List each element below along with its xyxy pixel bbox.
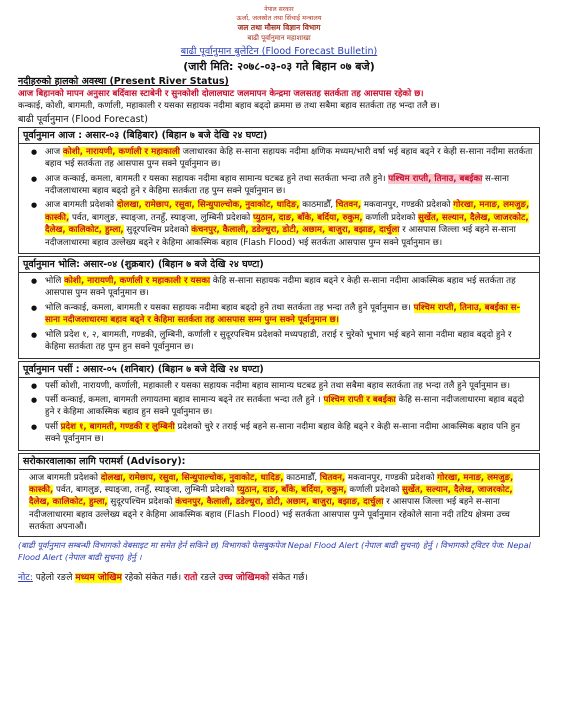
forecast-today-item: ● आज बागमती प्रदेशको दोलखा, रामेछाप, रसुवा, सिन्धुपाल्चोक, नुवाकोट, धादिङ, काठमाडौँ, चितवन, मकवानपुर, गण्डकी प्रदेशको गोरखा, मनाङ, लमजुङ, कास्की, पर्वत, बागलुङ, स्याङ्जा, तनहुँ, स्याङ्जा, लुम्बिनी प्रदेशको प्युठान, दाङ, बाँके, बर्दिया, रुकुम, कर्णाली प्रदेशको सुर्खेत, सल्यान, दैलेख, जाजरकोट, दैलेख, कालिकोट, हुम्ला, सुदूरपश्चिम प्रदेशको कंचनपुर, कैलाली, डडेल्धुरा, डोटी, अछाम, बाजुरा, बझाङ, दार्चुला र आसपास जिल्ला भई बहने स-साना नदीजलाधारमा बहाव उल्लेख्य बढ्ने र केहिमा आकस्मिक बहाव (Flash Flood) भई सतर्कता आसपास पुग्न सक्ने पूर्वानुमान छ। <box>45 199 535 249</box>
letterhead <box>18 6 540 75</box>
issue-date: (जारी मिति: २०७८-०३-०३ गते बिहान ०७ बजे) <box>183 60 375 73</box>
high-risk-label: उच्च जोखिमको <box>218 572 270 583</box>
forecast-tomorrow-item: ● भोलि कन्काई, कमला, बागमती र यसका सहायक नदीमा बहाव बढ्दो हुने तथा सतर्कता तह भन्दा तलै हुने पूर्वानुमान छ। पश्चिम राप्ती, तिनाउ, बबईका स-साना नदीजलाधारमा बहाव बढ्ने र केहिमा सतर्कता तह आसपास सम्म पुग्न सक्ने पूर्वानुमान छ। <box>45 302 535 327</box>
forecast-today-box <box>18 127 540 254</box>
forecast-today-item: ● आज कन्काई, कमला, बागमती र यसका सहायक नदीमा बहाव सामान्य घटबढ हुने तथा सतर्कता भन्दा तलै हुने। पश्चिम राप्ती, तिनाउ, बबईका स-साना नदीजलाधारमा बहाव बढ्दो हुने र केहिमा सतर्कता तह पुग्न सक्ने पूर्वानुमान छ। <box>45 173 535 198</box>
forecast-today-title: पूर्वानुमान आज : असार-०३ (बिहिबार) (बिहान ७ बजे देखि २४ घण्टा) <box>19 128 539 144</box>
river-status-heading: नदीहरुको हालको अवस्था (Present River Status) <box>18 76 229 87</box>
river-status-text: कन्काई, कोशी, बागमती, कर्णाली, महाकाली र यसका सहायक नदीमा बहाव बढ्दो क्रममा छ तथा सबैमा बहाव सतर्कता तह भन्दा तलै छ। <box>18 101 440 112</box>
forecast-tomorrow-item: ● भोलि प्रदेश १, २, बागमती, गण्डकी, लुम्बिनी, कर्णाली र सुदूरपश्चिम प्रदेशको मध्यपहाडी, तराई र चुरेको भूभाग भई बहने साना नदीमा बहाव बढ्दो हुने र केहिमा सतर्कता तह पुग्न हुन सक्ने पूर्वानुमान छ। <box>45 329 535 354</box>
red-label: रातो <box>184 572 198 583</box>
info-notes: (बाढी पूर्वानुमान सम्बन्धी विभागको वेबसाइट मा समेत हेर्न सकिने छ) विभागको फेसबुकपेज Nepal Flood Alert (नेपाल बाढी सुचना) हेर्नु । विभागको ट्विटर पेज: Nepal Flood Alert (नेपाल बाढी सुचना) हेर्नु । <box>18 539 531 562</box>
medium-risk-label: मध्यम जोखिम <box>75 572 122 583</box>
flood-forecast-heading: बाढी पूर्वानुमान (Flood Forecast) <box>18 113 148 125</box>
forecast-dayafter-title: पूर्वानुमान पर्सी : असार-०५ (शनिबार) (बिहान ७ बजे देखि २४ घण्टा) <box>19 362 539 378</box>
forecast-tomorrow-box <box>18 256 540 358</box>
bulletin-title: बाढी पूर्वानुमान बुलेटिन (Flood Forecast Bulletin) <box>180 46 378 57</box>
advisory-title: सरोकारवालाका लागि परामर्श (Advisory): <box>19 454 539 470</box>
forecast-tomorrow-item: ● भोलि कोशी, नारायणी, कर्णाली र महाकाली र यसका केहि स-साना सहायक नदीमा बहाव बढ्ने र केही स-साना नदीमा आकस्मिक बहाव भई सतर्कता तह आसपास पुग्न सक्ने पूर्वानुमान छ। <box>45 275 535 300</box>
forecast-dayafter-item: ● पर्सी कोशी, नारायणी, कर्णाली, महाकाली र यसका सहायक नदीमा बहाव सामान्य घटबढ हुने तथा सबैमा बहाव सतर्कता तह भन्दा तलै हुने पूर्वानुमान छ। <box>45 380 535 392</box>
legend-note: नोट: पहेलो रङले मध्यम जोखिम रहेको संकेत गर्छ। रातो रङले उच्च जोखिमको संकेत गर्छ। <box>18 572 308 583</box>
advisory-box <box>18 453 540 537</box>
department-name: जल तथा मौसम विज्ञान विभाग <box>237 23 321 32</box>
forecast-dayafter-box <box>18 361 540 451</box>
river-status-alert: आज बिहानको मापन अनुसार बर्दिवास स्टाबेनी र सुनकोशी दोलालघाट जलमापन केन्द्रमा जलसतह सतर्कता तह आसपास रहेको छ। <box>18 89 424 99</box>
forecast-dayafter-item: ● पर्सी प्रदेश १, बागमती, गण्डकी र लुम्बिनी प्रदेशको चुरे र तराई भई बहने स-साना नदीमा बहाव केहि बढ्ने र केही स-साना नदीमा आकस्मिक बहाव पनि हुन सक्ने पूर्वानुमान छ। <box>45 421 535 446</box>
forecast-today-item: ● आज कोशी, नारायणी, कर्णाली र महाकाली जलाधारका केहि स-साना सहायक नदीमा क्षणिक मध्यम/भारी वर्षा भई बहाव बढ्ने र केही स-साना नदीमा सतर्कता बहाव भई सतर्कता तह आसपास पुग्न सक्ने पूर्वानुमान छ। <box>45 146 535 171</box>
government-name: नेपाल सरकार <box>264 6 294 13</box>
forecast-tomorrow-title: पूर्वानुमान भोलि: असार-०४ (शुक्रबार) (बिहान ७ बजे देखि २४ घण्टा) <box>19 257 539 273</box>
ministry-name: ऊर्जा, जलस्रोत तथा सिंचाई मन्त्रालय <box>236 14 322 22</box>
note-label: नोट: <box>18 572 33 583</box>
forecast-dayafter-item: ● पर्सी कन्काई, कमला, बागमती लगायतमा बहाव सामान्य बढ्ने तर सतर्कता भन्दा तलै हुने । पश्चिम राप्ती र बबईका केहि स-साना नदीजलाधारमा बहाव बढ्दो हुने र केहिमा आकस्मिक बहाव हुन सक्ने पूर्वानुमान छ। <box>45 394 535 419</box>
division-name: बाढी पूर्वानुमान महाशाखा <box>247 34 311 42</box>
advisory-text: आज बागमती प्रदेशको दोलखा, रामेछाप, रसुवा, सिन्धुपाल्चोक, नुवाकोट, धादिङ, काठमाडौँ, चितवन, मकवानपुर, गण्डकी प्रदेशको गोरखा, मनाङ, लमजुङ, कास्की, पर्वत, बागलुङ, स्याङ्जा, तनहुँ, स्याङ्जा, लुम्बिनी प्रदेशको प्युठान, दाङ, बाँके, बर्दिया, रुकुम, कर्णाली प्रदेशको सुर्खेत, सल्यान, दैलेख, जाजरकोट, दैलेख, कालिकोट, हुम्ला, सुदूरपश्चिम प्रदेशको कंचनपुर, कैलाली, डडेल्धुरा, डोटी, अछाम, बाजुरा, बझाङ, दार्चुला र आसपास जिल्ला भई बहने स-साना नदीजलाधारमा बहाव उल्लेख्य बढ्ने र केहिमा आकस्मिक बहाव (Flash Flood) भई सतर्कता आसपास पुग्ने पूर्वानुमान रहेकोले साना नदी तटिय क्षेत्रमा उच्च सतर्कता अपनाऔं। <box>29 472 514 533</box>
